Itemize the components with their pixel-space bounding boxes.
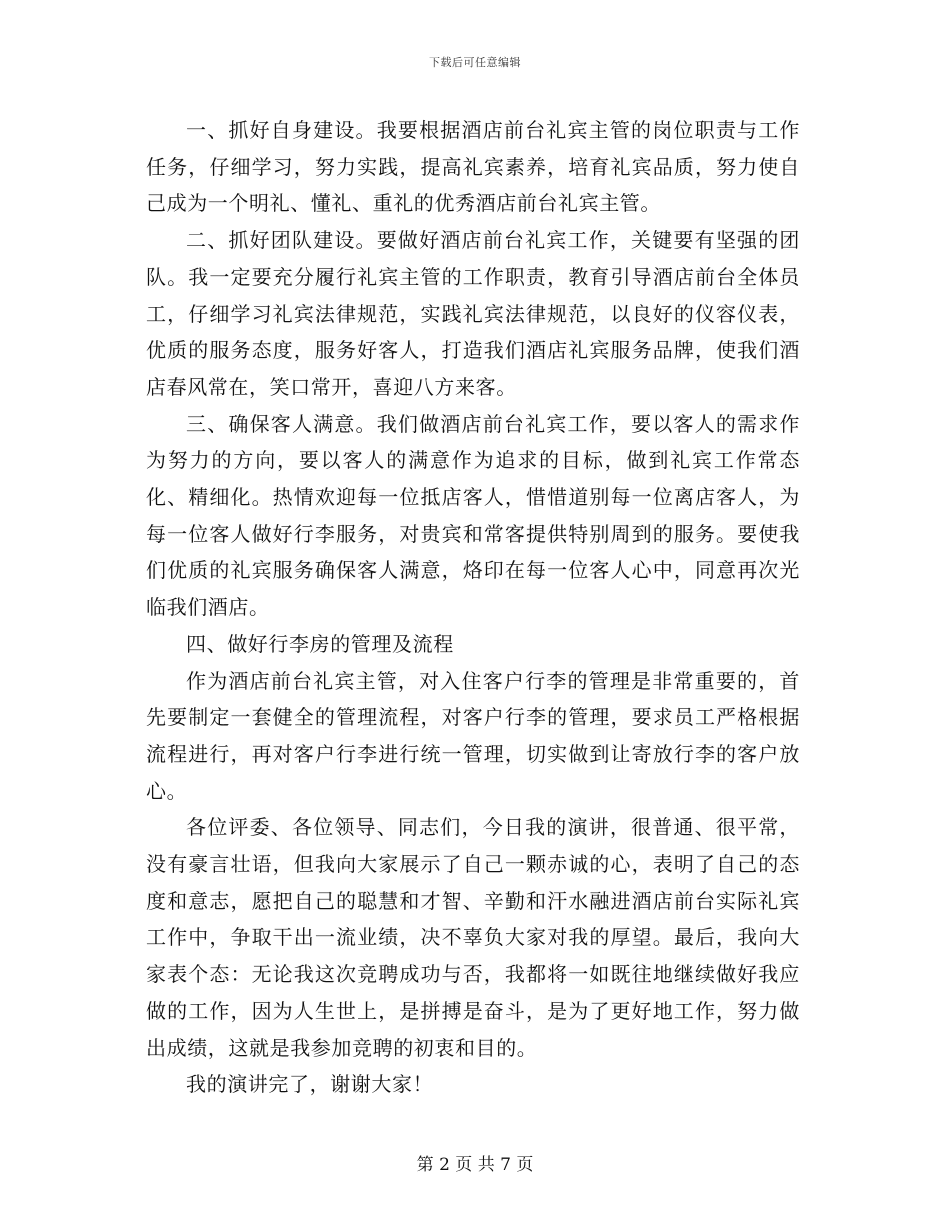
paragraph-customer-satisfaction: 三、确保客人满意。我们做酒店前台礼宾工作，要以客人的需求作为努力的方向，要以客人的满意作为追求的目标，做到礼宾工作常态化、精细化。热情欢迎每一位抵店客人，惜惜道别每一位离店客人，为每一位客人做好行李服务，对贵宾和常客提供特别周到的服务。要使我们优质的礼宾服务确保客人满意，烙印在每一位客人心中，同意再次光临我们酒店。 xyxy=(146,411,800,620)
paragraph-thanks: 我的演讲完了，谢谢大家！ xyxy=(186,1072,434,1097)
paragraph-team-building: 二、抓好团队建设。要做好酒店前台礼宾工作，关键要有坚强的团队。我一定要充分履行礼宾主管的工作职责，教育引导酒店前台全体员工，仔细学习礼宾法律规范，实践礼宾法律规范，以良好的仪容仪表，优质的服务态度，服务好客人，打造我们酒店礼宾服务品牌，使我们酒店春风常在，笑口常开，喜迎八方来客。 xyxy=(146,228,800,399)
paragraph-self-building: 一、抓好自身建设。我要根据酒店前台礼宾主管的岗位职责与工作任务，仔细学习，努力实践，提高礼宾素养，培育礼宾品质，努力使自己成为一个明礼、懂礼、重礼的优秀酒店前台礼宾主管。 xyxy=(146,118,800,216)
paragraph-luggage-management: 作为酒店前台礼宾主管，对入住客户行李的管理是非常重要的，首先要制定一套健全的管理流程，对客户行李的管理，要求员工严格根据流程进行，再对客户行李进行统一管理，切实做到让寄放行李的客户放心。 xyxy=(146,668,800,803)
paragraph-closing-statement: 各位评委、各位领导、同志们，今日我的演讲，很普通、很平常，没有豪言壮语，但我向大家展示了自己一颗赤诚的心，表明了自己的态度和意志，愿把自己的聪慧和才智、辛勤和汗水融进酒店前台实际礼宾工作中，争取干出一流业绩，决不辜负大家对我的厚望。最后，我向大家表个态：无论我这次竞聘成功与否，我都将一如既往地继续做好我应做的工作，因为人生世上，是拼搏是奋斗，是为了更好地工作，努力做出成绩，这就是我参加竞聘的初衷和目的。 xyxy=(146,815,800,1060)
header-note: 下载后可任意编辑 xyxy=(429,56,521,69)
document-body xyxy=(146,112,800,1103)
section-heading-luggage-room: 四、做好行李房的管理及流程 xyxy=(186,631,454,656)
page-number: 第 2 页 共 7 页 xyxy=(416,1155,534,1175)
